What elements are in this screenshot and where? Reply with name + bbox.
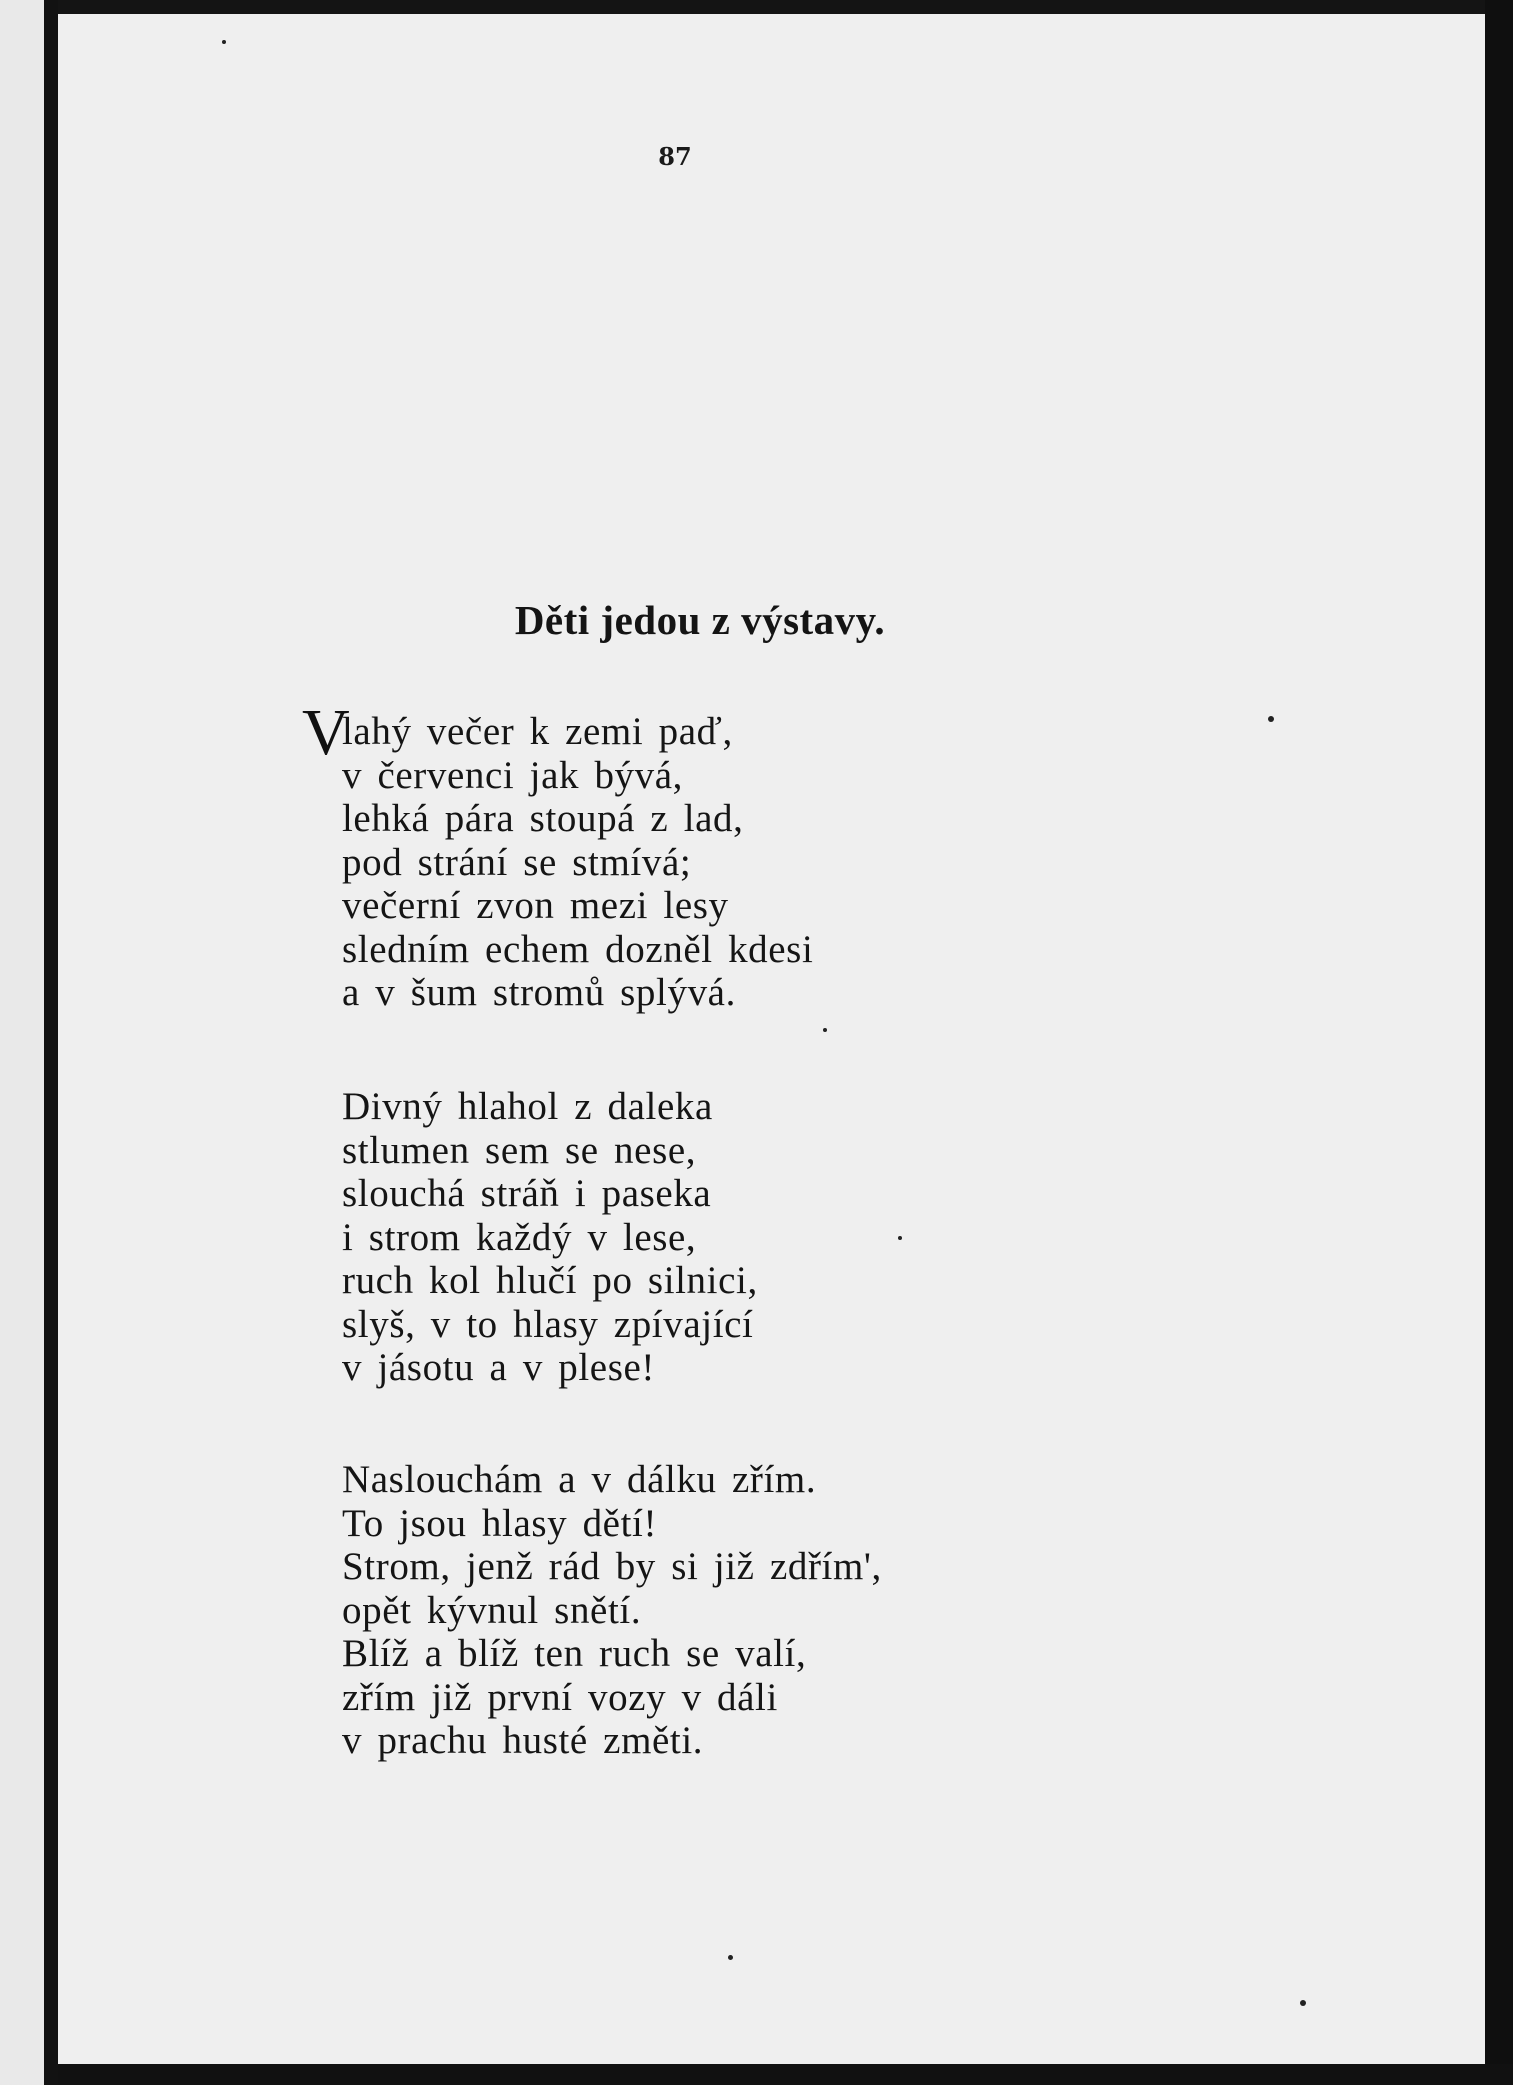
scan-speck xyxy=(222,40,226,44)
stanza-3 xyxy=(342,1458,1042,1763)
page-number: 87 xyxy=(658,142,692,171)
stanza-1 xyxy=(342,710,1042,1015)
page-gutter xyxy=(44,0,58,2085)
verse-line: ruch kol hlučí po silnici, xyxy=(342,1259,758,1302)
verse-line: slyš, v to hlasy zpívající xyxy=(342,1302,754,1346)
scan-speck xyxy=(728,1955,733,1960)
verse-line: sledním echem dozněl kdesi xyxy=(342,927,814,971)
scan-bottom-border xyxy=(58,2064,1513,2085)
verse-line: i strom každý v lese, xyxy=(342,1215,697,1259)
verse-line: Divný hlahol z daleka xyxy=(342,1085,713,1128)
drop-cap-initial: V xyxy=(302,696,350,769)
verse-line: Blíž a blíž ten ruch se valí, xyxy=(342,1632,807,1675)
stanza-2 xyxy=(342,1085,1042,1390)
scan-speck xyxy=(1300,2000,1306,2006)
verse-line: stlumen sem se nese, xyxy=(342,1128,697,1172)
verse-line: Naslouchám a v dálku zřím. xyxy=(342,1458,817,1501)
verse-line: v prachu husté změti. xyxy=(342,1719,704,1762)
verse-line: lehká pára stoupá z lad, xyxy=(342,797,744,840)
scan-speck xyxy=(823,1028,827,1032)
poem-title: Děti jedou z výstavy. xyxy=(514,597,886,643)
scan-speck xyxy=(1268,716,1274,722)
verse-line: a v šum stromů splývá. xyxy=(342,971,736,1014)
scan-right-border xyxy=(1485,0,1513,2085)
verse-line: v jásotu a v plese! xyxy=(342,1346,655,1389)
verse-line: slouchá stráň i paseka xyxy=(342,1172,712,1215)
verse-line: lahý večer k zemi paď, xyxy=(342,710,733,753)
verse-line: To jsou hlasy dětí! xyxy=(342,1501,658,1545)
verse-line: opět kývnul snětí. xyxy=(342,1588,642,1632)
verse-line: v červenci jak bývá, xyxy=(342,753,684,797)
verse-line: zřím již první vozy v dáli xyxy=(342,1675,778,1719)
adjacent-page-strip xyxy=(0,0,44,2085)
verse-line: Strom, jenž rád by si již zdřím', xyxy=(342,1545,882,1588)
verse-line: pod strání se stmívá; xyxy=(342,840,692,884)
scan-speck xyxy=(898,1236,902,1240)
verse-line: večerní zvon mezi lesy xyxy=(342,884,729,927)
